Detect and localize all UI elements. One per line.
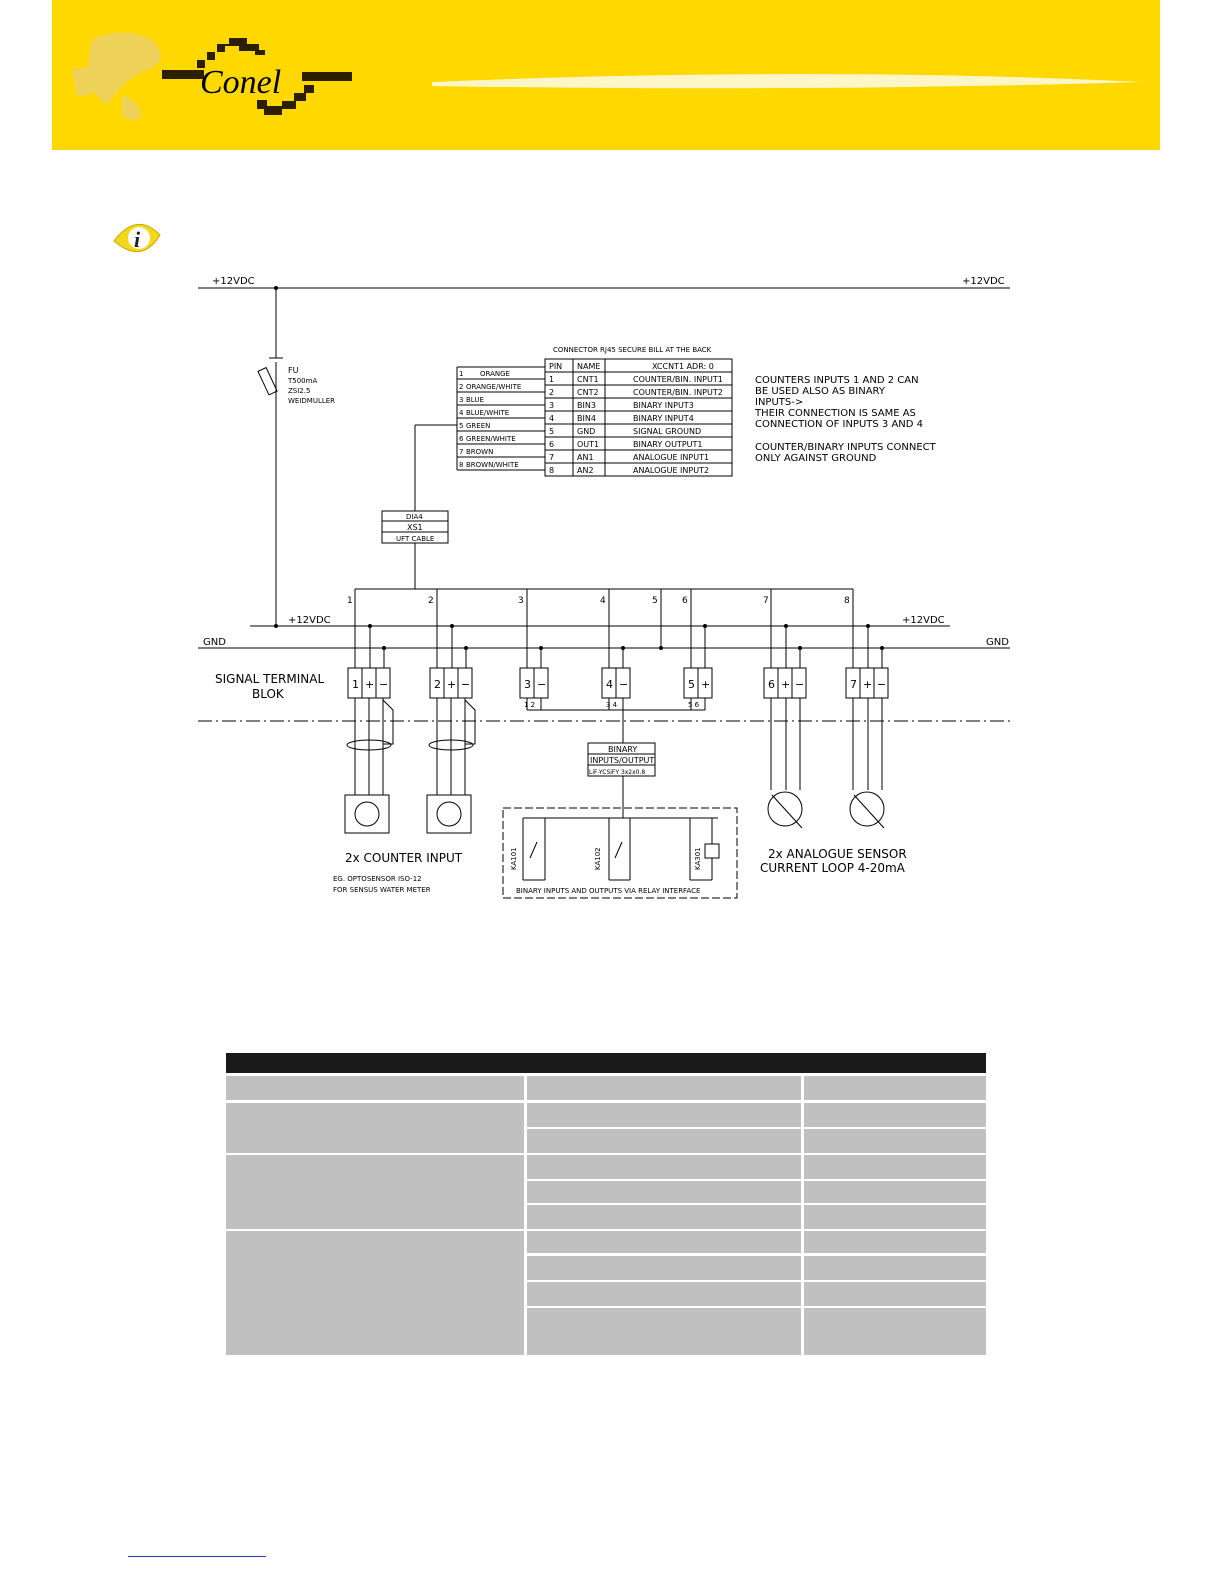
table-cell <box>527 1181 801 1203</box>
wire-color: GREEN/WHITE <box>466 435 516 443</box>
brand-name: Conel <box>200 64 282 101</box>
pin-number: 2 <box>549 388 555 397</box>
terminal-sign: − <box>537 678 547 691</box>
table-cell <box>804 1076 986 1100</box>
pin-name: AN2 <box>577 466 594 475</box>
pin-desc: SIGNAL GROUND <box>633 427 702 436</box>
wire-color: BROWN/WHITE <box>466 461 519 469</box>
table-header-cell <box>226 1053 522 1073</box>
footer-link-underline[interactable] <box>128 1556 266 1557</box>
pin-name: CNT1 <box>577 375 599 384</box>
counter-subcaption-1: EG. OPTOSENSOR ISO-12 <box>333 875 422 883</box>
table-cell <box>527 1282 801 1306</box>
analog-caption-1: 2x ANALOGUE SENSOR <box>768 847 907 861</box>
gnd-label-left: GND <box>203 637 226 648</box>
table-cell <box>527 1308 801 1355</box>
terminal-number: 3 <box>524 678 531 691</box>
table-cell <box>527 1155 801 1179</box>
terminal-number: 4 <box>606 678 613 691</box>
terminal-sign: + <box>447 678 457 691</box>
pin-number: 5 <box>549 427 555 436</box>
bus-number: 8 <box>844 596 850 606</box>
counter-caption: 2x COUNTER INPUT <box>345 851 463 865</box>
terminal-sign: − <box>379 678 389 691</box>
bus-number: 3 <box>518 596 524 606</box>
connector-header-desc: XCCNT1 ADR: 0 <box>652 362 714 371</box>
terminal-number: 1 <box>352 678 359 691</box>
pin-number: 6 <box>549 440 555 449</box>
note-line: COUNTERS INPUTS 1 AND 2 CAN <box>755 375 919 386</box>
pin-number: 3 <box>549 401 555 410</box>
cable-box-line1: DIA4 <box>406 513 423 521</box>
counter-subcaption-2: FOR SENSUS WATER METER <box>333 886 431 894</box>
table-cell <box>226 1231 524 1355</box>
table-cell <box>804 1181 986 1203</box>
wire-num: 4 <box>459 409 464 417</box>
cable-box-line2: XS1 <box>407 523 423 532</box>
table-cell <box>804 1231 986 1253</box>
table-header-cell <box>500 1053 986 1073</box>
pin-desc: ANALOGUE INPUT2 <box>633 466 710 475</box>
fuse-maker: WEIDMULLER <box>288 397 336 405</box>
pin-number: 7 <box>549 453 555 462</box>
relay-label: KA102 <box>594 847 602 870</box>
table-cell <box>226 1076 524 1100</box>
terminal-sign: + <box>701 678 711 691</box>
wire-num: 5 <box>459 422 464 430</box>
wire-color: GREEN <box>466 422 491 430</box>
wire-num: 3 <box>459 396 464 404</box>
binary-box-line1: BINARY <box>608 745 638 754</box>
pin-name: AN1 <box>577 453 594 462</box>
supply-label-right: +12VDC <box>962 276 1005 287</box>
relay-label: KA301 <box>694 847 702 870</box>
pin-desc: COUNTER/BIN. INPUT1 <box>633 375 723 384</box>
connector-header-name: NAME <box>577 362 601 371</box>
pin-desc: ANALOGUE INPUT1 <box>633 453 710 462</box>
rail-supply-left: +12VDC <box>288 615 331 626</box>
diagram-labels <box>203 276 1009 895</box>
terminal-sign: + <box>863 678 873 691</box>
analog-caption-2: CURRENT LOOP 4-20mA <box>760 861 905 875</box>
fuse-rating: T500mA <box>288 377 318 385</box>
wire-num: 1 <box>459 370 464 378</box>
terminal-sign: + <box>781 678 791 691</box>
bus-number: 6 <box>682 596 688 606</box>
note-line: COUNTER/BINARY INPUTS CONNECT <box>755 442 936 453</box>
terminal-sign: − <box>877 678 887 691</box>
table-cell <box>804 1256 986 1280</box>
bus-number: 7 <box>763 596 769 606</box>
terminal-sign: + <box>365 678 375 691</box>
bus-number: 4 <box>600 596 606 606</box>
binary-box-line2: INPUTS/OUTPUT <box>590 756 655 765</box>
supply-label-left: +12VDC <box>212 276 255 287</box>
wire-num: 8 <box>459 461 464 469</box>
pin-name: CNT2 <box>577 388 599 397</box>
table-cell <box>804 1129 986 1153</box>
connector-pin-rows <box>549 375 723 475</box>
bus-number: 1 <box>347 596 353 606</box>
table-cell <box>527 1256 801 1280</box>
terminal-sign: − <box>619 678 629 691</box>
table-cell <box>226 1155 524 1229</box>
table-cell <box>527 1103 801 1127</box>
wire-num: 7 <box>459 448 464 456</box>
binary-box-line3: LiF-YCSiFY 3x2x0.8 <box>589 769 646 776</box>
terminal-sub-label: 1 2 <box>524 701 536 709</box>
note-line: BE USED ALSO AS BINARY <box>755 386 885 397</box>
table-cell <box>527 1129 801 1153</box>
table-cell <box>804 1282 986 1306</box>
table-cell <box>527 1205 801 1229</box>
bus-number: 5 <box>652 596 658 606</box>
terminal-label-2: BLOK <box>252 687 284 701</box>
terminal-label-1: SIGNAL TERMINAL <box>215 672 325 686</box>
pin-name: BIN3 <box>577 401 596 410</box>
pin-number: 1 <box>549 375 555 384</box>
terminal-number: 7 <box>850 678 857 691</box>
terminal-number: 6 <box>768 678 775 691</box>
table-cell <box>804 1155 986 1179</box>
pin-number: 8 <box>549 466 555 475</box>
pin-name: GND <box>577 427 596 436</box>
svg-text:i: i <box>134 227 141 252</box>
terminal-sub-label: 3 4 <box>606 701 618 709</box>
table-cell <box>226 1103 524 1153</box>
note-line: THEIR CONNECTION IS SAME AS <box>755 408 916 419</box>
wire-num: 6 <box>459 435 464 443</box>
bus-numbers <box>347 596 850 606</box>
note-line: INPUTS-> <box>755 397 804 408</box>
wire-color: BROWN <box>466 448 494 456</box>
fuse-type: ZSI2.5 <box>288 387 311 395</box>
terminal-number: 2 <box>434 678 441 691</box>
table-cell <box>804 1103 986 1127</box>
terminal-sign: − <box>795 678 805 691</box>
pin-desc: COUNTER/BIN. INPUT2 <box>633 388 723 397</box>
bus-number: 2 <box>428 596 434 606</box>
terminal-sub-label: 5 6 <box>688 701 700 709</box>
connector-header-pin: PIN <box>549 362 563 371</box>
gnd-label-right: GND <box>986 637 1009 648</box>
table-body <box>226 1076 986 1355</box>
note-line: CONNECTION OF INPUTS 3 AND 4 <box>755 419 924 430</box>
wire-color-list <box>459 370 521 469</box>
pin-number: 4 <box>549 414 555 423</box>
wire-color: ORANGE <box>480 370 510 378</box>
pin-name: OUT1 <box>577 440 600 449</box>
wire-num: 2 <box>459 383 464 391</box>
table-cell <box>527 1076 801 1100</box>
wire-color: ORANGE/WHITE <box>466 383 522 391</box>
table-cell <box>527 1231 801 1253</box>
note-line: ONLY AGAINST GROUND <box>755 453 877 464</box>
pin-desc: BINARY INPUT3 <box>633 401 694 410</box>
rail-supply-right: +12VDC <box>902 615 945 626</box>
pin-desc: BINARY INPUT4 <box>633 414 694 423</box>
terminal-number: 5 <box>688 678 695 691</box>
fuse-label: FU <box>288 366 299 375</box>
cable-box-line3: UFT CABLE <box>396 535 435 543</box>
table-cell <box>804 1308 986 1355</box>
pin-desc: BINARY OUTPUT1 <box>633 440 703 449</box>
table-cell <box>804 1205 986 1229</box>
connector-title: CONNECTOR RJ45 SECURE BILL AT THE BACK <box>553 346 712 354</box>
spec-table <box>226 1053 986 1355</box>
relay-caption: BINARY INPUTS AND OUTPUTS VIA RELAY INTERFACE <box>516 887 701 895</box>
terminal-sign: − <box>461 678 471 691</box>
connector-notes <box>754 375 937 464</box>
wire-color: BLUE/WHITE <box>466 409 510 417</box>
relay-label: KA101 <box>510 847 518 870</box>
wire-color: BLUE <box>466 396 484 404</box>
pin-name: BIN4 <box>577 414 596 423</box>
